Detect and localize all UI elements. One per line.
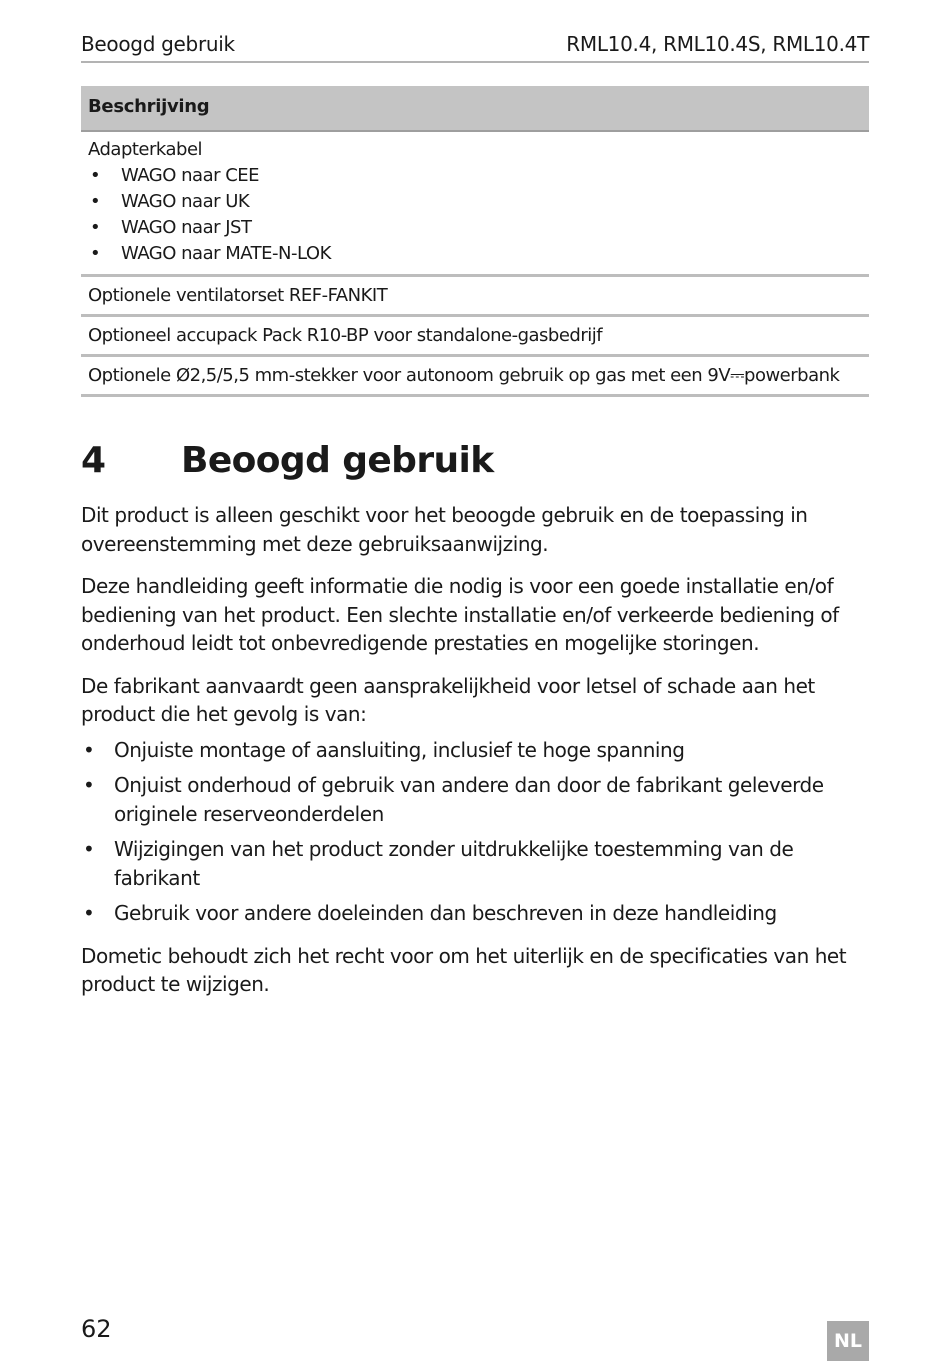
document-page — [81, 0, 869, 1364]
bullet-icon: • — [90, 165, 101, 186]
bullet-icon: • — [83, 837, 95, 861]
page-number: 62 — [81, 1315, 112, 1343]
bullet-icon: • — [83, 773, 95, 797]
paragraph: De fabrikant aanvaardt geen aansprakelijkheid voor letsel of schade aan het product die het gevolg is van: — [81, 673, 815, 726]
header-section-title: Beoogd gebruik — [81, 32, 235, 56]
paragraph: Deze handleiding geeft informatie die nodig is voor een goede installatie en/of bediening van het product. Een slechte installatie en/of verkeerde bediening of onderhoud leidt tot onbevredigende prestaties en mogelijke storingen. — [81, 574, 839, 655]
paragraph: Dometic behoudt zich het recht voor om het uiterlijk en de specificaties van het product te wijzigen. — [81, 943, 847, 996]
table-row — [81, 132, 869, 277]
accessories-table — [81, 86, 869, 397]
page-header — [81, 30, 869, 63]
list-item: • Gebruik voor andere doeleinden dan beschreven in deze handleiding — [81, 899, 869, 928]
list-item: • WAGO naar CEE — [88, 163, 869, 189]
section-title: Beoogd gebruik — [181, 440, 494, 481]
table-row: Optionele ventilatorset REF-FANKIT — [81, 277, 869, 317]
table-row-title: Adapterkabel — [88, 139, 203, 160]
list-item: • Onjuist onderhoud of gebruik van andere dan door de fabrikant geleverde originele reserveonderdelen — [83, 773, 824, 826]
list-item: • WAGO naar MATE-N-LOK — [88, 241, 869, 267]
list-item: • Onjuiste montage of aansluiting, inclusief te hoge spanning — [81, 736, 869, 765]
language-badge: NL — [827, 1321, 869, 1361]
adapter-cable-list — [88, 163, 869, 267]
table-row: Optionele Ø2,5/5,5 mm-stekker voor autonoom gebruik op gas met een 9V⎓powerbank — [81, 357, 869, 397]
list-item: • WAGO naar JST — [88, 215, 869, 241]
bullet-icon: • — [90, 217, 101, 238]
paragraph: Dit product is alleen geschikt voor het beoogde gebruik en de toepassing in overeenstemming met deze gebruiksaanwijzing. — [81, 503, 808, 556]
liability-list — [81, 736, 869, 928]
bullet-icon: • — [83, 901, 95, 925]
list-item: • Wijzigingen van het product zonder uitdrukkelijke toestemming van de fabrikant — [83, 837, 794, 890]
header-model-names: RML10.4, RML10.4S, RML10.4T — [566, 32, 869, 56]
list-item: • WAGO naar UK — [88, 189, 869, 215]
section-body — [81, 501, 869, 1013]
table-row: Optioneel accupack Pack R10-BP voor standalone-gasbedrijf — [81, 317, 869, 357]
bullet-icon: • — [83, 737, 95, 762]
bullet-icon: • — [90, 243, 101, 264]
table-header-description: Beschrijving — [81, 86, 869, 132]
section-number: 4 — [81, 440, 106, 481]
bullet-icon: • — [90, 191, 101, 212]
